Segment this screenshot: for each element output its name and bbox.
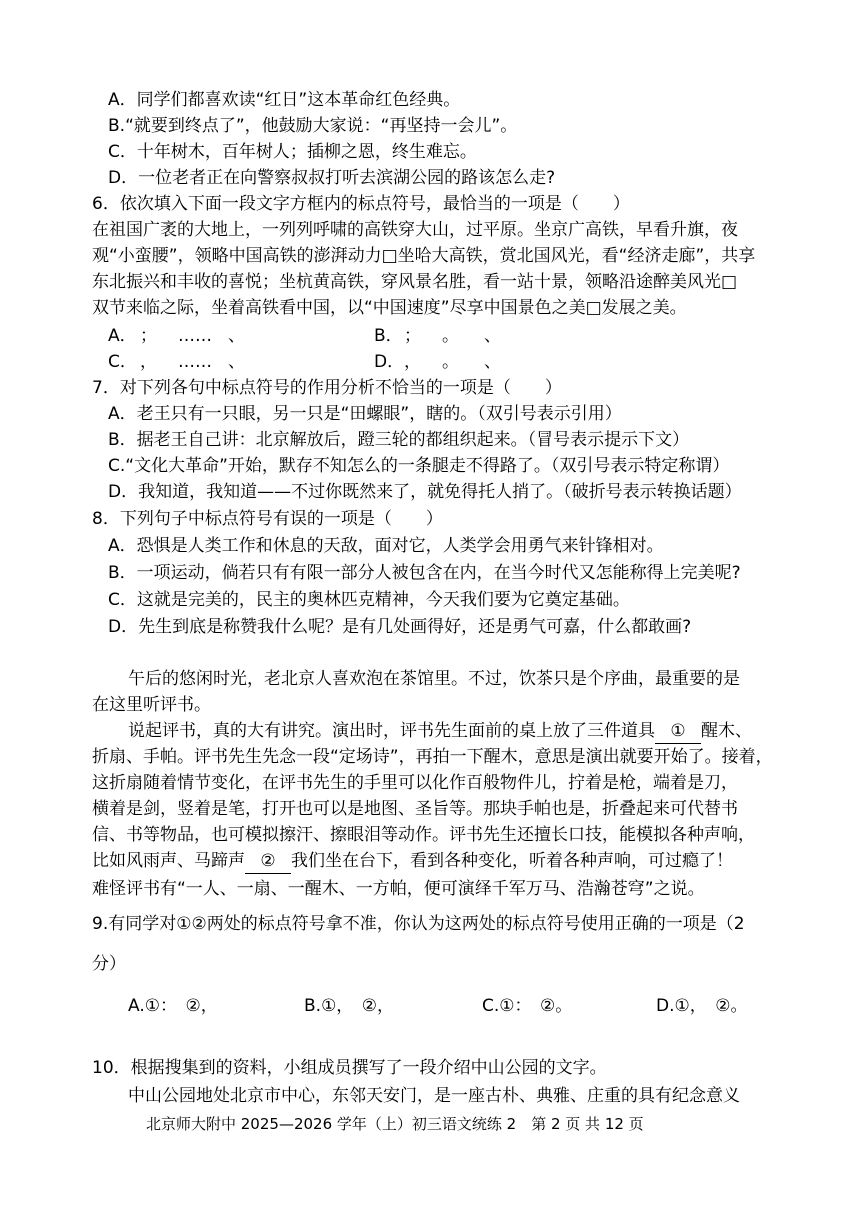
q6-stem: 6．依次填入下面一段文字方框内的标点符号，最恰当的一项是（ ） (92, 194, 630, 214)
q6-passage-line: 在祖国广袤的大地上，一列列呼啸的高铁穿大山，过平原。坐京广高铁，早看升旗，夜 (92, 220, 738, 240)
passage-line: 难怪评书有“一人、一扇、一醒木、一方帕，便可演绎千军万马、浩瀚苍穹”之说。 (92, 879, 705, 899)
q6-option-letter: D． (374, 352, 405, 372)
blank-1: ① (655, 719, 701, 744)
page-footer: 北京师大附中 2025—2026 学年（上）初三语文统练 2 第 2 页 共 12 页 (146, 1115, 644, 1133)
q6-option-letter: C． (108, 352, 137, 372)
passage-line: 在这里听评书。 (92, 695, 211, 715)
q5-option-a: A．同学们都喜欢读“红日”这本革命红色经典。 (108, 90, 461, 110)
q6-passage-line: 观“小蛮腰”，领略中国高铁的澎湃动力□坐哈大高铁，赏北国风光，看“经济走廊”，共享 (92, 246, 756, 266)
q6-passage-line: 东北振兴和丰收的喜悦；坐杭黄高铁，穿风景名胜，看一站十景，领略沿途醉美风光□ (92, 272, 738, 292)
q7-option-d: D．我知道，我知道——不过你既然来了，就免得托人捎了。（破折号表示转换话题） (108, 482, 742, 502)
q8-stem: 8．下列句子中标点符号有误的一项是（ ） (92, 509, 443, 529)
passage-line: 横着是剑，竖着是笔，打开也可以是地图、圣旨等。那块手帕也是，折叠起来可代替书 (92, 799, 738, 819)
q6-option-mark: ； (404, 326, 421, 346)
q7-option-c: C.“文化大革命”开始，默存不知怎么的一条腿走不得路了。（双引号表示特定称谓） (108, 456, 730, 476)
q6-option-mark: ； (140, 326, 157, 346)
q6-option-mark: ， (404, 352, 421, 372)
q6-option-mark: 、 (228, 326, 245, 346)
q8-option-a: A．恐惧是人类工作和休息的天敌，面对它，人类学会用勇气来针锋相对。 (108, 536, 664, 556)
q6-option-mark: ， (140, 352, 157, 372)
q6-option-letter: B． (374, 326, 403, 346)
passage-text: 比如风雨声、马蹄声 (92, 851, 245, 871)
q6-option-mark: …… (178, 326, 212, 346)
passage-line: 午后的悠闲时光，老北京人喜欢泡在茶馆里。不过，饮茶只是个序曲，最重要的是 (128, 669, 740, 689)
passage-text: 我们坐在台下，看到各种变化，听着各种声响，可过瘾了！ (291, 851, 733, 871)
q7-option-b: B．据老王自己讲：北京解放后，蹬三轮的都组织起来。（冒号表示提示下文） (108, 430, 690, 450)
passage-line: 信、书等物品，也可模拟擦汗、擦眼泪等动作。评书先生还擅长口技，能模拟各种声响， (92, 825, 755, 845)
passage-line: 折扇、手帕。评书先生先念一段“定场诗”，再拍一下醒木，意思是演出就要开始了。接着， (92, 747, 773, 767)
passage-text: 说起评书，真的大有讲究。演出时，评书先生面前的桌上放了三件道具 (128, 721, 655, 741)
q6-option-letter: A． (108, 326, 137, 346)
q10-stem: 10．根据搜集到的资料，小组成员撰写了一段介绍中山公园的文字。 (92, 1058, 607, 1078)
q7-stem: 7．对下列各句中标点符号的作用分析不恰当的一项是（ ） (92, 378, 562, 398)
passage-line (128, 719, 752, 744)
q9-stem-cont: 分） (92, 954, 126, 974)
q10-text: 中山公园地处北京市中心，东邻天安门，是一座古朴、典雅、庄重的具有纪念意义 (128, 1086, 740, 1106)
q8-option-d: D．先生到底是称赞我什么呢？是有几处画得好，还是勇气可嘉，什么都敢画? (108, 617, 692, 637)
passage-line: 这折扇随着情节变化，在评书先生的手里可以化作百般物件儿，拧着是枪，端着是刀， (92, 773, 738, 793)
q9-option-d: D.①， ②。 (656, 996, 748, 1016)
q9-stem: 9.有同学对①②两处的标点符号拿不准，你认为这两处的标点符号使用正确的一项是（2 (92, 914, 745, 934)
q5-option-b: B.“就要到终点了”，他鼓励大家说：“再坚持一会儿”。 (108, 116, 518, 136)
q8-option-b: B．一项运动，倘若只有有限一部分人被包含在内，在当今时代又怎能称得上完美呢? (108, 563, 741, 583)
passage-line (92, 849, 733, 874)
blank-2: ② (245, 849, 291, 874)
q9-option-c: C.①： ②。 (482, 996, 573, 1016)
q5-option-c: C．十年树木，百年树人；插柳之恩，终生难忘。 (108, 142, 477, 162)
q6-option-mark: 、 (228, 352, 245, 372)
q9-option-b: B.①， ②， (304, 996, 395, 1016)
q6-option-mark: 、 (484, 326, 501, 346)
q6-passage-line: 双节来临之际，坐着高铁看中国，以“中国速度”尽享中国景色之美□发展之美。 (92, 298, 687, 318)
q8-option-c: C．这就是完美的，民主的奥林匹克精神，今天我们要为它奠定基础。 (108, 590, 630, 610)
q9-option-a: A.①： ②， (128, 996, 218, 1016)
q6-option-mark: …… (178, 352, 212, 372)
q5-option-d: D．一位老者正在向警察叔叔打听去滨湖公园的路该怎么走? (108, 168, 556, 188)
q7-option-a: A．老王只有一只眼，另一只是“田螺眼”，瞎的。（双引号表示引用） (108, 404, 622, 424)
q6-option-mark: 、 (484, 352, 501, 372)
q6-option-mark: 。 (442, 352, 459, 372)
q6-option-mark: 。 (442, 326, 459, 346)
passage-text: 醒木、 (701, 721, 752, 741)
